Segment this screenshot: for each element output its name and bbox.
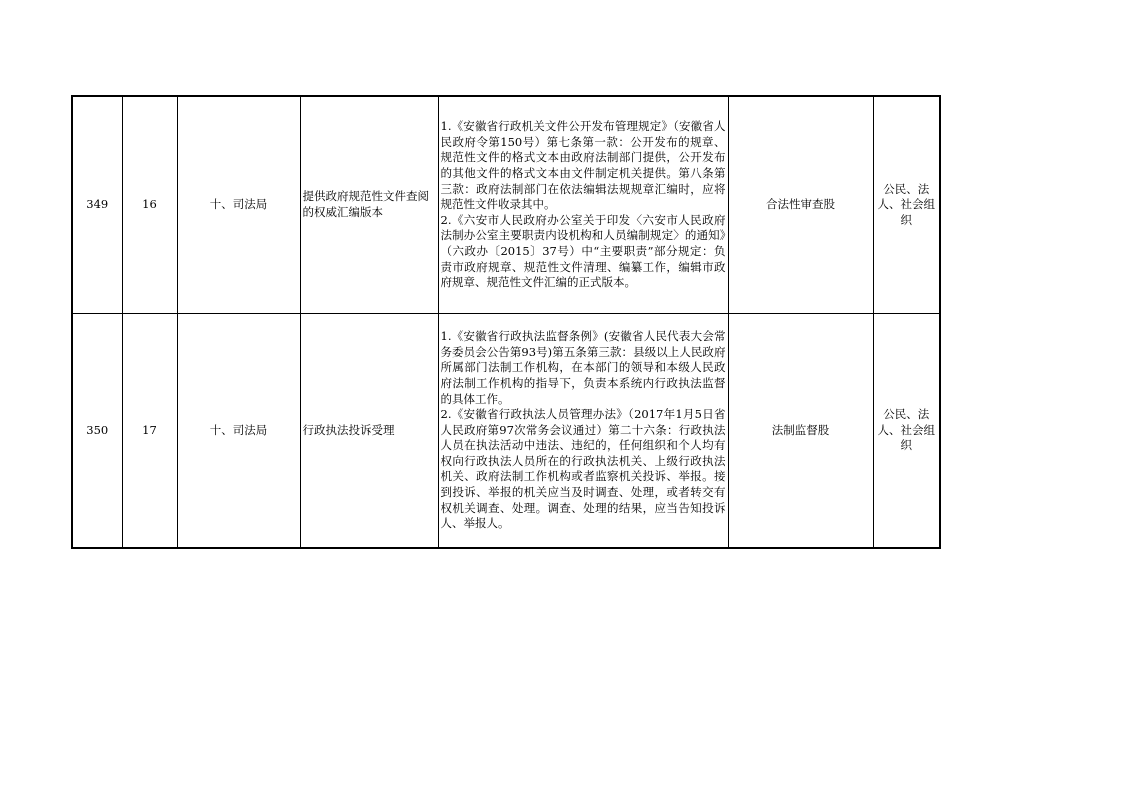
table-row bbox=[72, 96, 940, 314]
table-row bbox=[72, 314, 940, 549]
legal-basis-cell[interactable] bbox=[438, 96, 728, 314]
department-cell[interactable]: 十、司法局 bbox=[177, 96, 300, 314]
responsible-unit-cell[interactable]: 法制监督股 bbox=[728, 314, 873, 549]
sub-number-cell[interactable]: 17 bbox=[122, 314, 177, 549]
sub-number-cell[interactable]: 16 bbox=[122, 96, 177, 314]
legal-basis-paragraph: 1.《安徽省行政执法监督条例》(安徽省人民代表大会常务委员会公告第93号)第五条第三款：县级以上人民政府所属部门法制工作机构，在本部门的领导和本级人民政府法制工作机构的指导下，负责本系统内行政执法监督的具体工作。 bbox=[440, 329, 726, 406]
item-name-cell[interactable]: 行政执法投诉受理 bbox=[300, 314, 438, 549]
service-target-cell[interactable]: 公民、法人、社会组织 bbox=[873, 96, 940, 314]
item-name-cell[interactable]: 提供政府规范性文件查阅的权威汇编版本 bbox=[300, 96, 438, 314]
legal-basis-paragraph: 1.《安徽省行政机关文件公开发布管理规定》（安徽省人民政府令第150号）第七条第一款：公开发布的规章、规范性文件的格式文本由政府法制部门提供，公开发布的其他文件的格式文本由文件制定机关提供。第八条第三款：政府法制部门在依法编辑法规规章汇编时，应将规范性文件收录其中。 bbox=[440, 119, 726, 212]
serial-number-cell[interactable]: 350 bbox=[72, 314, 122, 549]
department-cell[interactable]: 十、司法局 bbox=[177, 314, 300, 549]
legal-basis-paragraph: 2.《安徽省行政执法人员管理办法》（2017年1月5日省人民政府第97次常务会议通过）第二十六条：行政执法人员在执法活动中违法、违纪的，任何组织和个人均有权向行政执法人员所在的行政执法机关、上级行政执法机关、政府法制工作机构或者监察机关投诉、举报。接到投诉、举报的机关应当及时调查、处理，或者转交有权机关调查、处理。调查、处理的结果，应当告知投诉人、举报人。 bbox=[440, 407, 726, 531]
serial-number-cell[interactable]: 349 bbox=[72, 96, 122, 314]
service-items-table bbox=[71, 95, 941, 549]
responsible-unit-cell[interactable]: 合法性审查股 bbox=[728, 96, 873, 314]
service-target-cell[interactable]: 公民、法人、社会组织 bbox=[873, 314, 940, 549]
legal-basis-paragraph: 2.《六安市人民政府办公室关于印发〈六安市人民政府法制办公室主要职责内设机构和人员编制规定〉的通知》（六政办〔2015〕37号）中“主要职责”部分规定：负责市政府规章、规范性文件清理、编纂工作，编辑市政府规章、规范性文件汇编的正式版本。 bbox=[440, 212, 726, 290]
legal-basis-cell[interactable] bbox=[438, 314, 728, 549]
